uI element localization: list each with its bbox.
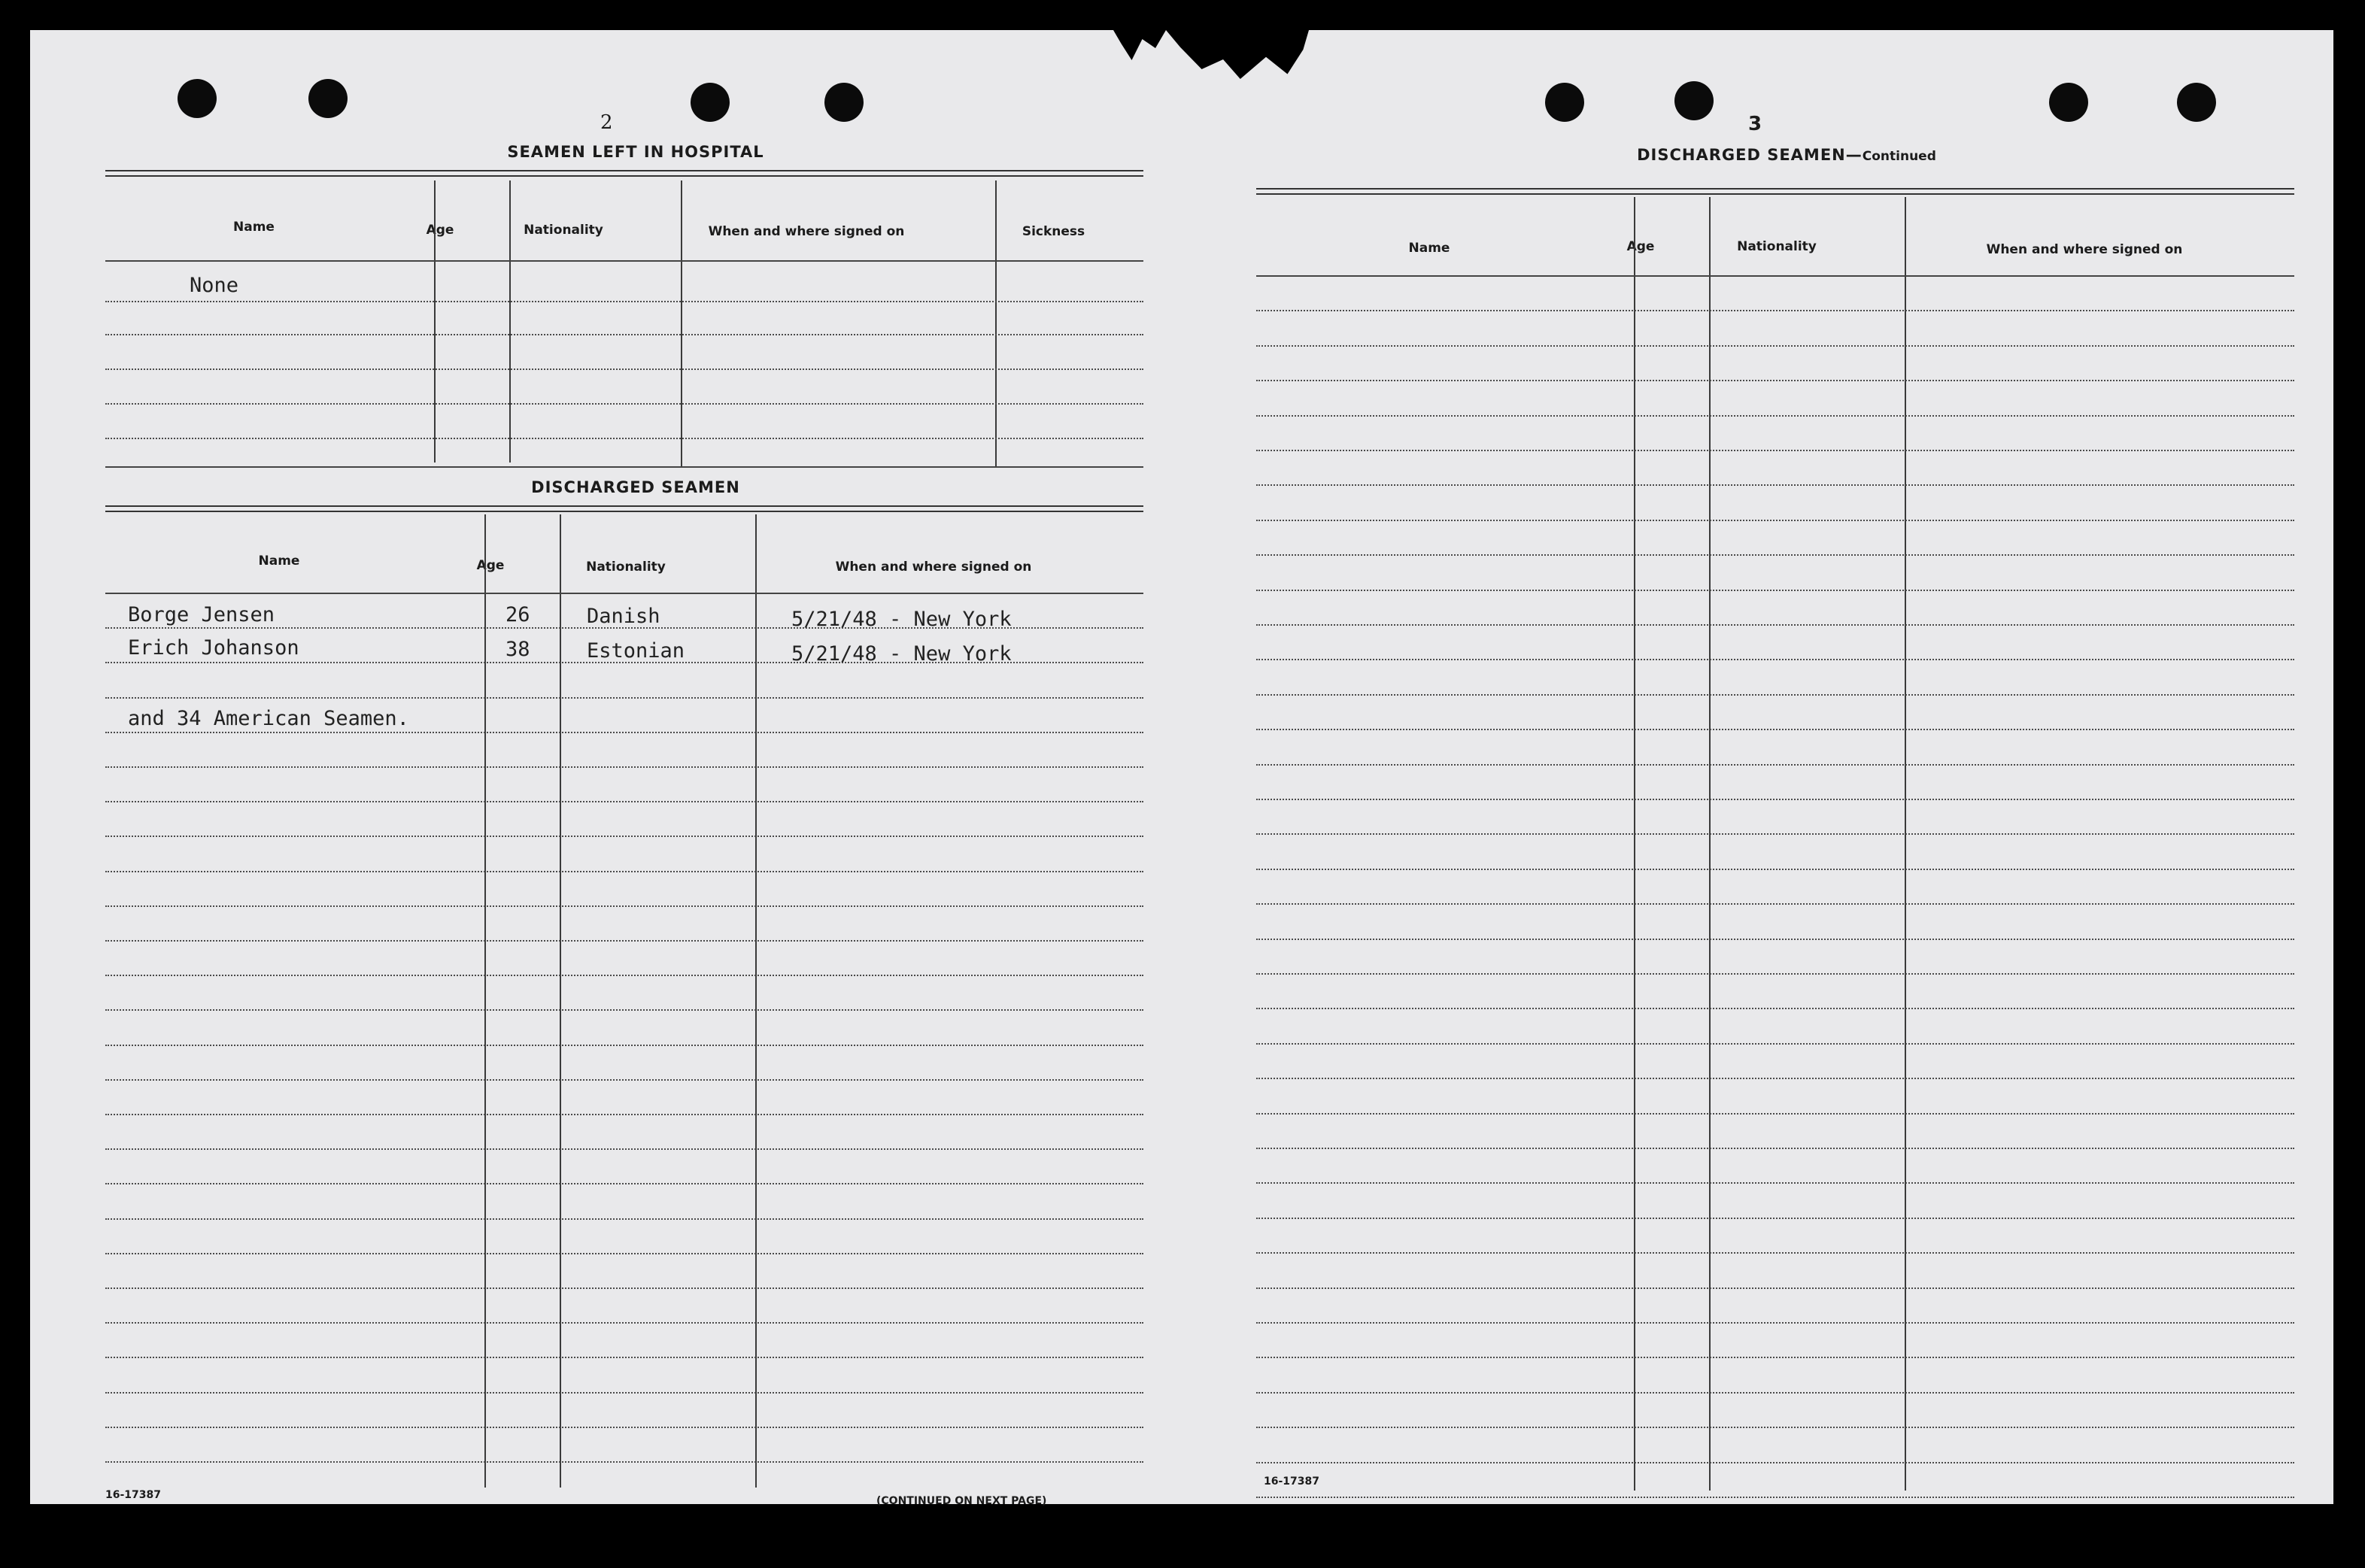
- ruled-line: [105, 766, 1143, 768]
- ruled-line: [1256, 1287, 2294, 1289]
- ruled-line: [1256, 275, 2294, 277]
- ruled-line: [1256, 1252, 2294, 1254]
- ruled-line: [1256, 484, 2294, 486]
- ruled-line: [105, 1322, 1143, 1324]
- ruled-line: [105, 1287, 1143, 1289]
- ruled-line: [1256, 1497, 2294, 1498]
- ruled-line: [1256, 1357, 2294, 1358]
- discharged-row-1-signed-on: 5/21/48 - New York: [791, 608, 1012, 631]
- continued-col-nationality: Nationality: [1737, 239, 1817, 254]
- discharged-section-title: DISCHARGED SEAMEN: [531, 478, 740, 496]
- page-number-right: 3: [1748, 113, 1762, 135]
- ruled-line: [1256, 764, 2294, 766]
- discharged-title-rule: [105, 511, 1143, 512]
- ruled-line: [1256, 624, 2294, 626]
- discharged-continued-title: [1256, 146, 2317, 164]
- punch-hole: [824, 83, 864, 122]
- ruled-line: [1256, 1392, 2294, 1394]
- ruled-line: [105, 697, 1143, 699]
- ruled-line: [105, 1079, 1143, 1081]
- hospital-title-rule: [105, 175, 1143, 177]
- ruled-line: [1256, 450, 2294, 451]
- hospital-col-sickness: Sickness: [1022, 224, 1085, 239]
- discharged-table: [105, 514, 1143, 1492]
- discharged-continued-table: [1256, 197, 2294, 1498]
- punch-hole: [2049, 83, 2088, 122]
- ruled-line: [1256, 1218, 2294, 1219]
- ruled-line: [1256, 1148, 2294, 1149]
- ruled-line: [1256, 973, 2294, 975]
- continued-col-name: Name: [1408, 241, 1450, 256]
- ruled-line: [1256, 1078, 2294, 1079]
- discharged-title-rule: [105, 505, 1143, 507]
- ruled-line: [105, 1461, 1143, 1463]
- hospital-col-name: Name: [233, 220, 275, 235]
- ruled-line: [105, 1357, 1143, 1358]
- discharged-row-2-age: 38: [505, 638, 530, 661]
- ruled-line: [105, 801, 1143, 802]
- ruled-line: [105, 1253, 1143, 1254]
- ruled-line: [105, 1392, 1143, 1394]
- punch-hole: [1674, 81, 1714, 120]
- ruled-line: [105, 1045, 1143, 1046]
- ruled-line: [1256, 1322, 2294, 1324]
- ruled-line: [105, 871, 1143, 872]
- hospital-table: [105, 180, 1143, 489]
- form-number-left: 16-17387: [105, 1489, 161, 1501]
- ruled-line: [1256, 1008, 2294, 1009]
- right-title-rule: [1256, 193, 2294, 195]
- punch-hole: [178, 79, 217, 118]
- discharged-row-2-nationality: Estonian: [587, 639, 685, 663]
- ruled-line: [1256, 799, 2294, 800]
- hospital-title-rule: [105, 170, 1143, 171]
- ruled-line: [1256, 520, 2294, 521]
- punch-hole: [308, 79, 348, 118]
- ruled-line: [105, 1427, 1143, 1428]
- torn-edge: [1113, 30, 1166, 60]
- ruled-line: [105, 1114, 1143, 1115]
- hospital-entry: None: [190, 274, 239, 297]
- continued-note: (CONTINUED ON NEXT PAGE): [876, 1495, 1047, 1507]
- ruled-line: [1256, 345, 2294, 347]
- continued-col-signed-on: When and where signed on: [1986, 242, 2183, 257]
- discharged-row-1-age: 26: [505, 603, 530, 626]
- hospital-col-signed-on: When and where signed on: [708, 224, 905, 239]
- hospital-col-nationality: Nationality: [524, 223, 603, 238]
- ruled-line: [105, 836, 1143, 837]
- punch-hole: [691, 83, 730, 122]
- ruled-line: [105, 940, 1143, 942]
- discharged-continued-title-main: DISCHARGED SEAMEN—: [1637, 146, 1863, 164]
- ruled-line: [1256, 869, 2294, 870]
- discharged-row-2-name: Erich Johanson: [128, 636, 299, 660]
- document-sheet: [30, 30, 2333, 1507]
- discharged-col-nationality: Nationality: [586, 560, 666, 575]
- continued-col-age: Age: [1626, 239, 1655, 254]
- hospital-col-age: Age: [426, 223, 454, 238]
- right-title-rule: [1256, 188, 2294, 190]
- ruled-line: [105, 732, 1143, 733]
- punch-hole: [2177, 83, 2216, 122]
- discharged-row-1-nationality: Danish: [587, 605, 660, 628]
- ruled-line: [1256, 1043, 2294, 1045]
- ruled-line: [105, 1183, 1143, 1184]
- punch-hole: [1545, 83, 1584, 122]
- ruled-line: [1256, 903, 2294, 905]
- ruled-line: [1256, 415, 2294, 417]
- ruled-line: [105, 975, 1143, 976]
- ruled-line: [1256, 1462, 2294, 1463]
- torn-edge: [1166, 30, 1309, 79]
- ruled-line: [105, 1148, 1143, 1150]
- ruled-line: [1256, 694, 2294, 696]
- ruled-line: [1256, 1113, 2294, 1115]
- ruled-line: [1256, 1182, 2294, 1184]
- discharged-note: and 34 American Seamen.: [128, 707, 409, 730]
- ruled-line: [1256, 939, 2294, 940]
- discharged-row-1-name: Borge Jensen: [128, 603, 275, 626]
- ruled-line: [1256, 833, 2294, 835]
- ruled-line: [105, 905, 1143, 907]
- ruled-line: [1256, 380, 2294, 381]
- ruled-line: [1256, 659, 2294, 660]
- ruled-line: [1256, 554, 2294, 556]
- ruled-line: [105, 1009, 1143, 1011]
- ruled-line: [1256, 310, 2294, 311]
- ruled-line: [1256, 590, 2294, 591]
- ruled-line: [1256, 1427, 2294, 1428]
- discharged-row-2-signed-on: 5/21/48 - New York: [791, 642, 1012, 666]
- hospital-section-title: SEAMEN LEFT IN HOSPITAL: [507, 143, 764, 161]
- ruled-line: [105, 593, 1143, 594]
- discharged-col-signed-on: When and where signed on: [835, 560, 1032, 575]
- ruled-line: [1256, 729, 2294, 730]
- form-number-right: 16-17387: [1264, 1475, 1319, 1488]
- discharged-continued-title-suffix: Continued: [1862, 149, 1936, 164]
- discharged-col-name: Name: [258, 554, 300, 569]
- page-number-left: 2: [600, 111, 613, 134]
- discharged-col-age: Age: [476, 558, 505, 573]
- ruled-line: [105, 1218, 1143, 1220]
